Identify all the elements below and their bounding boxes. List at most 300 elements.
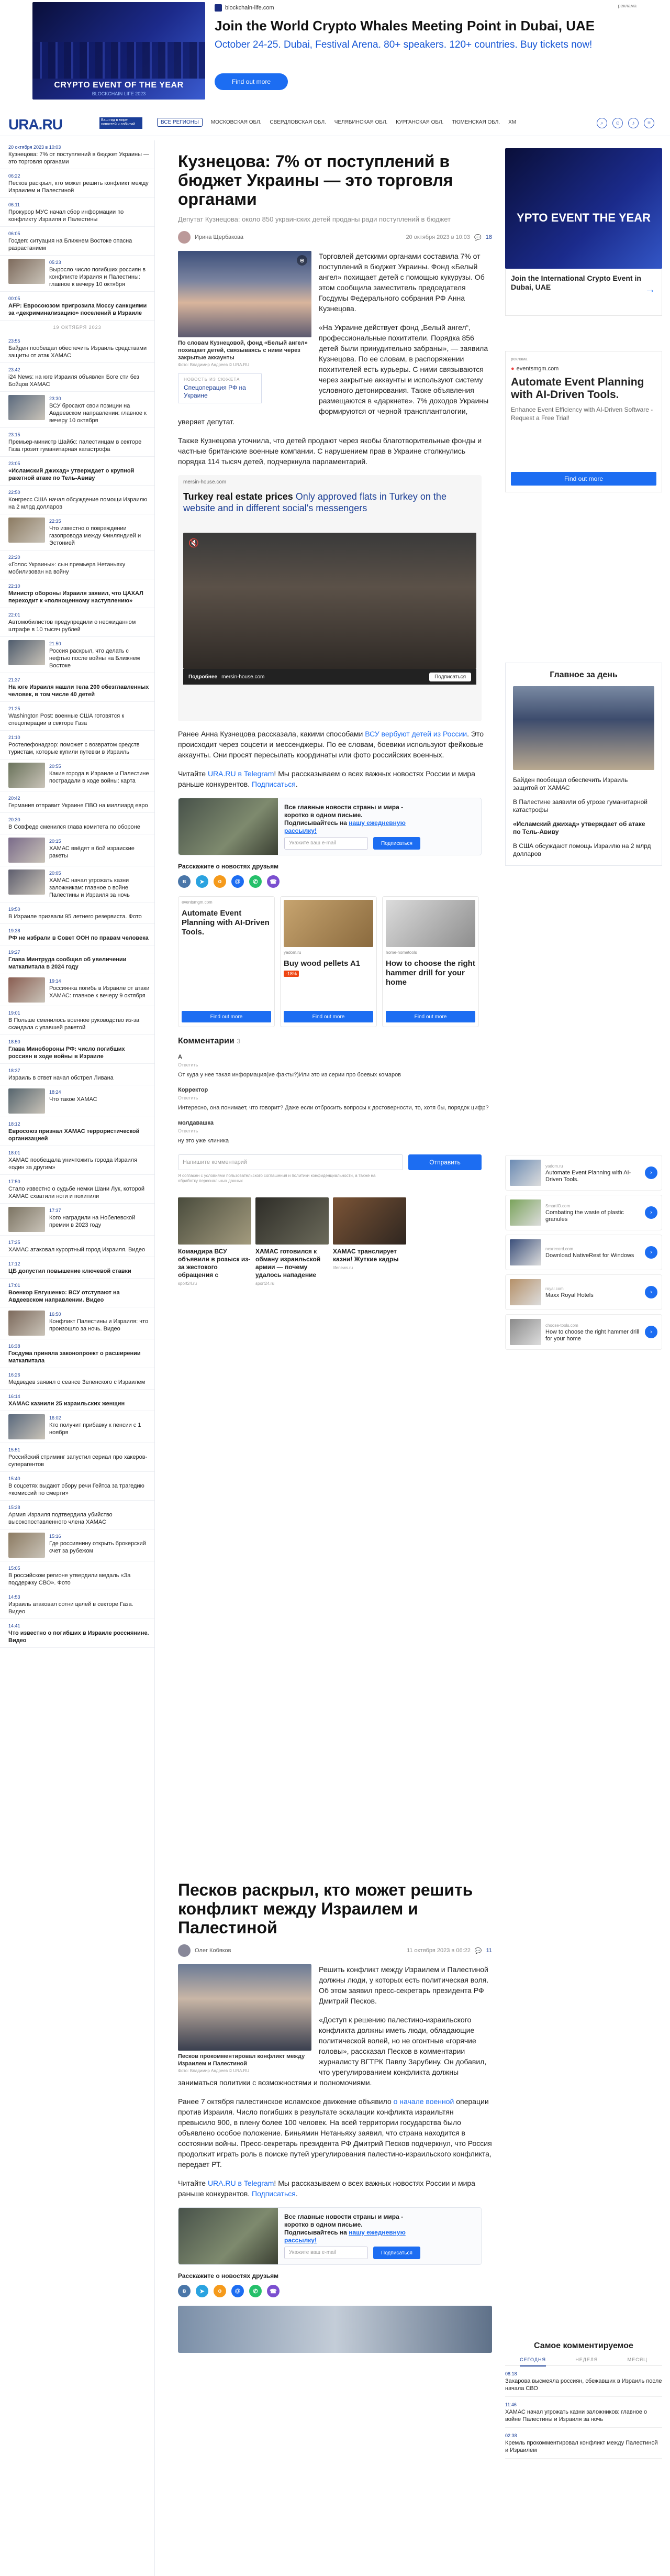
zoom-icon[interactable]: ⊕ <box>297 255 307 266</box>
feed-item-time: 16:38 <box>8 1344 20 1349</box>
most-commented-tabs <box>505 2357 662 2366</box>
feed-item-title[interactable]: Министр обороны Израиля заявил, что ЦАХАЛ переходит к «полноценному наступлению» <box>8 590 143 604</box>
search-icon[interactable]: ⌕ <box>597 118 607 128</box>
region-kurgan[interactable]: КУРГАНСКАЯ ОБЛ. <box>396 119 444 125</box>
feed-item-title[interactable]: ХАМАС казнили 25 израильских женщин <box>8 1401 125 1407</box>
top-banner-ad[interactable] <box>0 0 670 110</box>
right-ad-headline[interactable]: Automate Event Planning with AI-Driven Tools. <box>511 376 644 401</box>
feed-item[interactable] <box>0 1529 154 1561</box>
feed-item-time: 19:27 <box>8 950 20 955</box>
related-title[interactable]: Спецоперация РФ на Украине <box>184 384 246 399</box>
telegram-link[interactable]: URA.RU в Telegram <box>207 769 274 778</box>
most-commented-text[interactable]: ХАМАС начал угрожать казни заложников: главное о войне Палестины и Израиля за ночь <box>505 2409 647 2423</box>
partner-tile-title[interactable]: ХАМАС транслирует казни! Жуткие кадры <box>333 1248 399 1263</box>
ad-banner-image[interactable] <box>32 2 205 100</box>
ad-banner-text: CRYPTO EVENT OF THE YEAR <box>54 81 184 90</box>
related-label: НОВОСТЬ ИЗ СЮЖЕТА <box>184 377 240 382</box>
feed-item-time: 16:26 <box>8 1372 20 1378</box>
right-ad-list-item[interactable] <box>505 1195 662 1230</box>
feed-item[interactable] <box>0 834 154 866</box>
feed-item-title[interactable]: РФ не избрали в Совет ООН по правам человека <box>8 935 149 941</box>
comments-heading: Комментарии 3 <box>178 1037 240 1045</box>
video-ad-bar-sub: mersin-house.com <box>221 674 265 680</box>
feed-item-thumbnail[interactable] <box>8 1311 45 1336</box>
feed-item-title[interactable]: Где россиянину открыть брокерский счет за рубежом <box>49 1540 146 1554</box>
right-ad-list-item[interactable] <box>505 1274 662 1310</box>
right-ad-title-box[interactable] <box>505 269 662 316</box>
feed-item-time: 00:05 <box>8 296 20 301</box>
feed-item-title[interactable]: В Польше сменилось военное руководство из-за скандала с упавшей ракетой <box>8 1017 140 1031</box>
logo-tagline[interactable]: Ваш гид в мире новостей и событий <box>99 117 142 129</box>
main-of-day-item[interactable]: «Исламский джихад» утверждает об атаке по Тель-Авиву <box>513 820 645 835</box>
feed-item[interactable] <box>0 702 154 731</box>
feed-item[interactable] <box>0 1257 154 1279</box>
feed-item-thumbnail[interactable] <box>8 838 45 863</box>
newsletter-subscribe-button[interactable]: Подписаться <box>373 837 420 850</box>
subscribe-link[interactable]: Подписаться <box>252 780 296 788</box>
right-ad-list-source: SmartIO.com <box>545 1203 571 1208</box>
telegram-promo: Читайте URA.RU в Telegram! Мы рассказываем о всех важных новостях России и мира раньше конкурентов. Подписаться. <box>178 2179 475 2198</box>
feed-item-time: 23:42 <box>8 367 20 372</box>
newsletter-link[interactable]: нашу ежедневную рассылку! <box>284 2229 406 2244</box>
feed-item-thumbnail[interactable] <box>8 763 45 788</box>
feed-item[interactable] <box>0 514 154 551</box>
comment-text: ну это уже клиника <box>178 1138 229 1144</box>
ad-card-price-badge: -18% <box>284 971 299 977</box>
comments-icon[interactable]: 💬 <box>474 234 482 241</box>
menu-icon[interactable]: ≡ <box>644 118 654 128</box>
feed-item-title[interactable]: Германия отправит Украине ПВО на миллиард евро <box>8 802 148 809</box>
feed-item[interactable] <box>0 169 154 198</box>
feed-item-title[interactable]: Конгресс США начал обсуждение помощи Израилю на 2 млрд долларов <box>8 497 148 510</box>
ad-card-source: eventsmgm.com <box>182 900 213 905</box>
main-of-day-image[interactable] <box>513 686 654 770</box>
feed-item-thumbnail[interactable] <box>8 869 45 895</box>
feed-item[interactable] <box>0 813 154 834</box>
feed-item-title[interactable]: Что известно о погибших в Израиле россиянине. Видео <box>8 1630 149 1644</box>
comments-count[interactable]: 11 <box>486 1947 492 1954</box>
ad-card-image[interactable] <box>386 900 475 947</box>
feed-item-thumbnail[interactable] <box>8 1207 45 1232</box>
feed-item[interactable] <box>0 363 154 392</box>
feed-item-title[interactable]: ЦБ допустил повышение ключевой ставки <box>8 1268 131 1274</box>
main-of-day-item[interactable]: В Палестине заявили об угрозе гуманитарной катастрофы <box>513 798 647 813</box>
video-ad-image[interactable] <box>183 533 476 669</box>
region-tyumen[interactable]: ТЮМЕНСКАЯ ОБЛ. <box>452 119 500 125</box>
feed-item-thumbnail[interactable] <box>8 1088 45 1114</box>
site-logo[interactable]: URA.RU <box>8 116 62 133</box>
feed-item-title[interactable]: Выросло число погибших россиян в конфликте Израиля и Палестины: главное к вечеру 10 октября <box>49 267 146 288</box>
feed-item[interactable] <box>0 1339 154 1368</box>
video-ad-subscribe-button[interactable]: Подписаться <box>429 673 471 681</box>
ad-banner-sub: BLOCKCHAIN LIFE 2023 <box>92 91 146 96</box>
feed-item[interactable] <box>0 1590 154 1619</box>
feed-item[interactable] <box>0 1006 154 1035</box>
feed-item[interactable] <box>0 945 154 974</box>
arrow-right-icon[interactable]: → <box>645 284 655 295</box>
mute-icon[interactable]: 🔇 <box>188 539 199 548</box>
feed-item[interactable] <box>0 292 154 321</box>
feed-item-thumbnail[interactable] <box>8 518 45 543</box>
video-ad-bar[interactable] <box>183 669 476 685</box>
ad-card-source: yadom.ru <box>284 950 302 955</box>
feed-item-title[interactable]: ХАМАС ввёдят в бой израиские ракеты <box>49 845 135 859</box>
feed-item-time: 16:50 <box>49 1312 61 1317</box>
feed-item-title[interactable]: Военкор Евгушенко: ВСУ отступают на Авдеевском направлении. Видео <box>8 1290 120 1303</box>
article-second <box>178 1880 492 2353</box>
article-photo[interactable] <box>178 1964 311 2051</box>
feed-item[interactable] <box>0 1411 154 1443</box>
subscribe-link[interactable]: Подписаться <box>252 2189 296 2198</box>
ad-card-button[interactable]: Find out more <box>182 1011 271 1022</box>
video-ad[interactable] <box>178 475 482 721</box>
feed-item-thumbnail[interactable] <box>8 1414 45 1439</box>
feed-item-time: 18:12 <box>8 1121 20 1127</box>
video-ad-source[interactable]: mersin-house.com <box>183 479 227 485</box>
feed-item-time: 19:50 <box>8 907 20 912</box>
article-title: Кузнецова: 7% от поступлений в бюджет Украины — это торговля органами <box>178 152 453 208</box>
comments-icon[interactable]: 💬 <box>474 1947 482 1954</box>
feed-item[interactable] <box>0 1085 154 1117</box>
feed-item-title[interactable]: Россия раскрыл, что делать с нефтью после войны на Ближнем Востоке <box>49 648 140 669</box>
feed-item-thumbnail[interactable] <box>8 259 45 284</box>
article-title: Песков раскрыл, кто может решить конфликт между Израилем и Палестиной <box>178 1880 473 1937</box>
feed-item[interactable] <box>0 1307 154 1339</box>
ad-card[interactable] <box>178 896 275 1027</box>
inline-link[interactable]: ВСУ вербуют детей из России <box>365 730 467 738</box>
feed-item-thumbnail[interactable] <box>8 395 45 420</box>
whatsapp-share-icon[interactable]: ✆ <box>249 2285 262 2297</box>
feed-item[interactable] <box>0 392 154 428</box>
feed-item[interactable] <box>0 608 154 637</box>
feed-item-title[interactable]: Washington Post: военные США готовятся к спецоперации в секторе Газа <box>8 713 125 726</box>
most-commented-text[interactable]: Захарова высмеяла россиян, сбежавших в Израиль после начала СВО <box>505 2378 662 2392</box>
feed-item-title[interactable]: Госдеп: ситуация на Ближнем Востоке опасна разрастанием <box>8 238 132 251</box>
feed-item[interactable] <box>0 140 154 169</box>
feed-item-title[interactable]: Конфликт Палестины и Израиля: что произошло за ночь. Видео <box>49 1318 149 1332</box>
most-commented-text[interactable]: Кремль прокомментировал конфликт между Палестиной и Израилем <box>505 2440 658 2453</box>
ok-share-icon[interactable]: о <box>214 875 226 888</box>
feed-item-title[interactable]: Россиянка погибь в Израиле от атаки ХАМАС: главное к вечеру 9 октября <box>49 985 150 999</box>
feed-item-thumbnail[interactable] <box>8 640 45 665</box>
comment-reply-link[interactable]: Ответить <box>178 1128 198 1133</box>
feed-item[interactable] <box>0 256 154 292</box>
arrow-right-icon[interactable]: › <box>645 1286 657 1298</box>
feed-item-title[interactable]: Что известно о повреждении газопровода между Финляндией и Эстонией <box>49 525 141 546</box>
feed-item-title[interactable]: Российский стриминг запустил сериал про хакеров-суперагентов <box>8 1454 148 1468</box>
region-moscow[interactable]: МОСКОВСКАЯ ОБЛ. <box>210 119 262 125</box>
feed-item[interactable] <box>0 791 154 813</box>
ad-card[interactable] <box>382 896 479 1027</box>
partner-tile[interactable] <box>178 1197 251 1286</box>
feed-item-title[interactable]: Евросоюз признал ХАМАС террористической организацией <box>8 1128 140 1142</box>
feed-item[interactable] <box>0 1368 154 1390</box>
ad-cards <box>178 896 492 1027</box>
partner-tile-image[interactable] <box>333 1197 406 1245</box>
feed-item-title[interactable]: «Исламский джихад» утверждает о крупной ракетной атаке по Тель-Авиву <box>8 468 135 481</box>
most-commented-item[interactable] <box>505 2366 662 2397</box>
viber-share-icon[interactable]: ☎ <box>267 875 280 888</box>
feed-item-title[interactable]: Байден пообещал обеспечить Израиль средствами защиты от атак ХАМАС <box>8 345 147 359</box>
comment-reply-link[interactable]: Ответить <box>178 1062 198 1067</box>
main-of-day-item[interactable]: В США обсуждают помощь Израилю на 2 млрд долларов <box>513 842 651 857</box>
comment-author[interactable]: Корректор <box>178 1087 208 1093</box>
arrow-right-icon[interactable]: › <box>645 1326 657 1338</box>
right-ad-list-image[interactable] <box>510 1239 541 1265</box>
feed-item-title[interactable]: i24 News: на юге Израиля объявлен Боге сти без Бойцов ХАМАС <box>8 374 139 388</box>
author-name[interactable]: Ирина Щербакова <box>195 234 244 240</box>
feed-item[interactable] <box>0 1619 154 1648</box>
arrow-right-icon[interactable]: › <box>645 1246 657 1259</box>
telegram-link[interactable]: URA.RU в Telegram <box>207 2179 274 2187</box>
feed-item-time: 15:16 <box>49 1534 61 1539</box>
feed-date-separator: 19 ОКТЯБРЯ 2023 <box>53 325 102 330</box>
right-ad-list-text[interactable]: Automate Event Planning with AI-Driven Tools. <box>545 1169 631 1183</box>
partner-tile[interactable] <box>333 1197 406 1286</box>
comments-total: 3 <box>237 1038 240 1045</box>
ad-card-title[interactable]: Buy wood pellets A1 <box>284 959 361 968</box>
right-ad-card[interactable] <box>505 351 662 492</box>
author-avatar[interactable] <box>178 231 191 244</box>
article-photo[interactable] <box>178 251 311 337</box>
region-chelyabinsk[interactable]: ЧЕЛЯБИНСКАЯ ОБЛ. <box>334 119 388 125</box>
partner-tile-title[interactable]: ХАМАС готовился к обману израильской армии — почему удалось нападение <box>255 1248 321 1279</box>
vk-share-icon[interactable]: в <box>178 2285 191 2297</box>
email-field[interactable]: Укажите ваш e-mail <box>284 837 368 850</box>
feed-item[interactable] <box>0 673 154 702</box>
ad-card-button[interactable]: Find out more <box>386 1011 475 1022</box>
feed-item-title[interactable]: АFP: Евросоюзом пригрозила Моссу санкциями за «декриминализацию» поселений в Израиле <box>8 303 147 316</box>
feed-item-title[interactable]: Армия Израиля подтвердила убийство высокопоставленного члена ХАМАС <box>8 1512 113 1525</box>
news-feed <box>0 140 154 1648</box>
region-hm[interactable]: ХМ <box>508 119 517 125</box>
feed-item-title[interactable]: Израиль в ответ начал обстрел Ливана <box>8 1075 114 1081</box>
feed-item-thumbnail[interactable] <box>8 977 45 1003</box>
tab-week[interactable]: НЕДЕЛЯ <box>575 2357 598 2362</box>
feed-item-title[interactable]: Кого наградили на Нобелевской премии в 2023 году <box>49 1215 136 1228</box>
feed-item[interactable] <box>0 486 154 514</box>
feed-item-title[interactable]: Прокурор МУС начал сбор информации по конфликту Израиля и Палестины <box>8 209 124 223</box>
feed-item-title[interactable]: Глава Минтруда сообщил об увеличении маткапитала в 2024 году <box>8 956 127 970</box>
feed-item-title[interactable]: ХАМАС начал угрожать казни заложникам: главное о войне Палестины и Израиля за ночь <box>49 877 130 898</box>
feed-divider <box>154 140 155 2576</box>
right-ad-list-image[interactable] <box>510 1160 541 1186</box>
author-name[interactable]: Олег Кобяков <box>195 1947 231 1954</box>
right-ad-list-item[interactable] <box>505 1235 662 1270</box>
feed-item[interactable] <box>0 1175 154 1204</box>
article-photo-block <box>178 1964 311 2073</box>
feed-item[interactable] <box>0 227 154 256</box>
ad-card-title[interactable]: Automate Event Planning with AI-Driven Tools. <box>182 909 270 937</box>
right-ad-list-image[interactable] <box>510 1319 541 1345</box>
feed-item-time: 05:23 <box>49 260 61 265</box>
region-sverdlovsk[interactable]: СВЕРДЛОВСКАЯ ОБЛ. <box>270 119 326 125</box>
partner-tile-image[interactable] <box>255 1197 329 1245</box>
feed-item-title[interactable]: Ростелефонадзор: поможет с возвратом средств туристам, которые купили путевки в Израиль <box>8 742 140 755</box>
right-ad-source[interactable]: ● eventsmgm.com <box>511 366 559 372</box>
region-all[interactable]: ВСЕ РЕГИОНЫ <box>157 118 203 127</box>
feed-item-title[interactable]: Какие города в Израиле и Палестине пострадали в ходе войны: карта <box>49 770 149 784</box>
arrow-right-icon[interactable]: › <box>645 1166 657 1179</box>
right-ad-list-text[interactable]: Maxx Royal Hotels <box>545 1292 594 1298</box>
right-ad-banner[interactable] <box>505 148 662 269</box>
feed-item[interactable] <box>0 1390 154 1411</box>
feed-item[interactable] <box>0 334 154 363</box>
mail-share-icon[interactable]: @ <box>231 875 244 888</box>
comment-input[interactable]: Напишите комментарий <box>178 1154 403 1170</box>
feed-item-time: 06:22 <box>8 173 20 179</box>
right-ad-list <box>505 1155 662 1354</box>
feed-item-title[interactable]: Израиль атаковал сотни целей в секторе Газа. Видео <box>8 1601 133 1615</box>
feed-item[interactable] <box>0 924 154 945</box>
arrow-right-icon[interactable]: › <box>645 1206 657 1219</box>
most-commented-item[interactable] <box>505 2397 662 2428</box>
feed-item-time: 18:50 <box>8 1039 20 1044</box>
ad-find-out-more-button[interactable]: Find out more <box>215 73 288 90</box>
bell-icon[interactable]: ♪ <box>628 118 639 128</box>
ok-share-icon[interactable]: о <box>214 2285 226 2297</box>
feed-item-time: 15:40 <box>8 1476 20 1481</box>
partner-tile[interactable] <box>255 1197 329 1286</box>
feed-item[interactable] <box>0 1561 154 1590</box>
vk-share-icon[interactable]: в <box>178 875 191 888</box>
feed-item-time: 20:30 <box>8 817 20 822</box>
feed-item[interactable] <box>0 579 154 608</box>
feed-item-title[interactable]: Песков раскрыл, кто может решить конфликт между Израилем и Палестиной <box>8 180 149 194</box>
feed-item-title[interactable]: Госдума приняла законопроект о расширении маткапитала <box>8 1350 141 1364</box>
author-avatar[interactable] <box>178 1944 191 1957</box>
mail-share-icon[interactable]: @ <box>231 2285 244 2297</box>
feed-item[interactable] <box>0 1472 154 1501</box>
viber-share-icon[interactable]: ☎ <box>267 2285 280 2297</box>
feed-item-title[interactable]: В российском регионе утвердили медаль «За поддержку СВО». Фото <box>8 1572 131 1586</box>
main-of-day-item[interactable]: Байден пообещал обеспечить Израиль защитой от ХАМАС <box>513 776 628 791</box>
ad-card-title[interactable]: How to choose the right hammer drill for your home <box>386 959 475 987</box>
ad-title[interactable]: Join the World Crypto Whales Meeting Point in Dubai, UAE <box>215 18 595 34</box>
feed-item[interactable] <box>0 731 154 759</box>
right-ad-list-image[interactable] <box>510 1279 541 1305</box>
feed-item[interactable] <box>0 759 154 791</box>
right-ad-list-text[interactable]: Download NativeRest for Windows <box>545 1252 634 1259</box>
ad-card-button[interactable]: Find out more <box>284 1011 373 1022</box>
newsletter-link[interactable]: нашу ежедневную рассылку! <box>284 819 406 834</box>
feed-item-title[interactable]: Глава Минобороны РФ: число погибших россиян в ходе войны в Израиле <box>8 1046 125 1060</box>
feed-item-title[interactable]: Автомобилистов предупредили о неожиданном штрафе в 10 тысяч рублей <box>8 619 136 633</box>
tab-month[interactable]: МЕСЯЦ <box>627 2357 647 2362</box>
email-field[interactable]: Укажите ваш e-mail <box>284 2247 368 2259</box>
right-ad-list-item[interactable] <box>505 1155 662 1191</box>
comment-author[interactable]: молдавашка <box>178 1120 214 1126</box>
feed-item-title[interactable]: Стало известно о судьбе немки Шани Лук, которой ХАМАС схватили ноги и похитили <box>8 1186 145 1199</box>
ad-description[interactable]: October 24-25. Dubai, Festival Arena. 80+ speakers. 120+ countries. Buy tickets now! <box>215 39 593 50</box>
feed-item-title[interactable]: Медведев заявил о сеансе Зеленского с Израилем <box>8 1379 146 1385</box>
inline-link[interactable]: о начале военной <box>393 2097 454 2106</box>
feed-item-thumbnail[interactable] <box>8 1533 45 1558</box>
feed-item-time: 21:10 <box>8 735 20 740</box>
related-story[interactable] <box>178 373 262 403</box>
feed-item[interactable] <box>0 1501 154 1529</box>
newsletter-subscribe-button[interactable]: Подписаться <box>373 2247 420 2259</box>
send-comment-button[interactable]: Отправить <box>408 1154 482 1170</box>
right-ad-title[interactable]: Join the International Crypto Event in Dubai, UAE <box>511 274 641 291</box>
partner-tile-image[interactable] <box>178 1197 251 1245</box>
feed-item-title[interactable]: ВСУ бросают свои позиции на Авдеевском направлении: главное к вечеру 10 октября <box>49 403 147 424</box>
feed-item-title[interactable]: В Израиле призвали 95 летнего резервиста. Фото <box>8 913 142 920</box>
feed-item-time: 17:12 <box>8 1261 20 1267</box>
feed-item[interactable] <box>0 1204 154 1236</box>
article-date: 11 октября 2023 в 06:22 <box>407 1947 471 1954</box>
partner-tile-title[interactable]: Командира ВСУ объявили в розыск из-за жестокого обращения с <box>178 1248 251 1279</box>
feed-item[interactable] <box>0 637 154 673</box>
feed-item[interactable] <box>0 457 154 486</box>
newsletter-box <box>178 798 482 855</box>
right-ad-list-image[interactable] <box>510 1199 541 1226</box>
comment-reply-link[interactable]: Ответить <box>178 1095 198 1100</box>
feed-item[interactable] <box>0 1146 154 1175</box>
feed-item[interactable] <box>0 551 154 579</box>
feed-item[interactable] <box>0 1443 154 1472</box>
share-title: Расскажите о новостях друзьям <box>178 863 279 870</box>
feed-item-time: 23:55 <box>8 338 20 344</box>
video-ad-title[interactable]: Turkey real estate prices Only approved flats in Turkey on the website and in different social's messengers <box>183 491 446 513</box>
most-commented <box>505 2341 662 2459</box>
right-ad-button[interactable]: Find out more <box>511 472 656 486</box>
right-ad-list-text[interactable]: How to choose the right hammer drill for your home <box>545 1328 640 1342</box>
most-commented-item[interactable] <box>505 2428 662 2459</box>
right-ad-list-item[interactable] <box>505 1314 662 1350</box>
feed-item-title[interactable]: Премьер-министр Шайбс: палестинцам в секторе Газа грозит гуманитарная катастрофа <box>8 439 142 453</box>
feed-item[interactable] <box>0 866 154 902</box>
comment-author[interactable]: А <box>178 1054 182 1060</box>
feed-item-title[interactable]: ХАМАС пообещала уничтожить города Израиля «один за другим» <box>8 1157 138 1171</box>
feed-item-title[interactable]: Кузнецова: 7% от поступлений в бюджет Украины — это торговля органами <box>8 151 150 165</box>
feed-item[interactable] <box>0 1064 154 1085</box>
feed-item[interactable] <box>0 1236 154 1257</box>
comments-count[interactable]: 18 <box>485 234 492 240</box>
feed-item[interactable] <box>0 1279 154 1307</box>
feed-item[interactable] <box>0 428 154 457</box>
feed-item[interactable] <box>0 1117 154 1146</box>
feed-item-title[interactable]: На юге Израиля нашли тела 200 обезглавленных человек, в том числе 40 детей <box>8 684 149 698</box>
ad-card[interactable] <box>280 896 377 1027</box>
region-nav <box>157 119 516 127</box>
user-icon[interactable]: ☺ <box>612 118 623 128</box>
feed-item-title[interactable]: «Голос Украины»: сын премьера Нетаньяху мобилизован на войну <box>8 562 126 575</box>
photo-source: Фото: Владимир Андреев © URA.RU <box>178 2068 250 2073</box>
tab-today[interactable]: СЕГОДНЯ <box>520 2357 546 2366</box>
whatsapp-share-icon[interactable]: ✆ <box>249 875 262 888</box>
feed-item-title[interactable]: ХАМАС атаковал курортный город Израиля. Видео <box>8 1247 146 1253</box>
right-ad-list-text[interactable]: Combating the waste of plastic granules <box>545 1209 624 1223</box>
feed-item-title[interactable]: В соцсетях выдают сбору речи Гейтса за трагедию «комиссий по смерти» <box>8 1483 144 1496</box>
bottom-ad-image[interactable] <box>178 2306 492 2353</box>
telegram-share-icon[interactable]: ➤ <box>196 2285 208 2297</box>
feed-item-title[interactable]: Что такое ХАМАС <box>49 1096 97 1103</box>
feed-item-title[interactable]: Кто получит прибавку к пенсии с 1 ноября <box>49 1422 141 1436</box>
article-body-2 <box>178 729 492 789</box>
ad-card-image[interactable] <box>284 900 373 947</box>
feed-item[interactable] <box>0 974 154 1006</box>
feed-item[interactable] <box>0 198 154 227</box>
telegram-share-icon[interactable]: ➤ <box>196 875 208 888</box>
ad-source[interactable]: blockchain-life.com <box>215 4 274 12</box>
feed-item-title[interactable]: В Совфеде сменился глава комитета по обороне <box>8 824 140 830</box>
source-icon: ● <box>511 366 515 372</box>
newsletter-image <box>178 2208 278 2264</box>
video-ad-bar-label[interactable]: Подробнее <box>188 674 218 680</box>
feed-item[interactable] <box>0 902 154 924</box>
feed-item[interactable] <box>0 1035 154 1064</box>
